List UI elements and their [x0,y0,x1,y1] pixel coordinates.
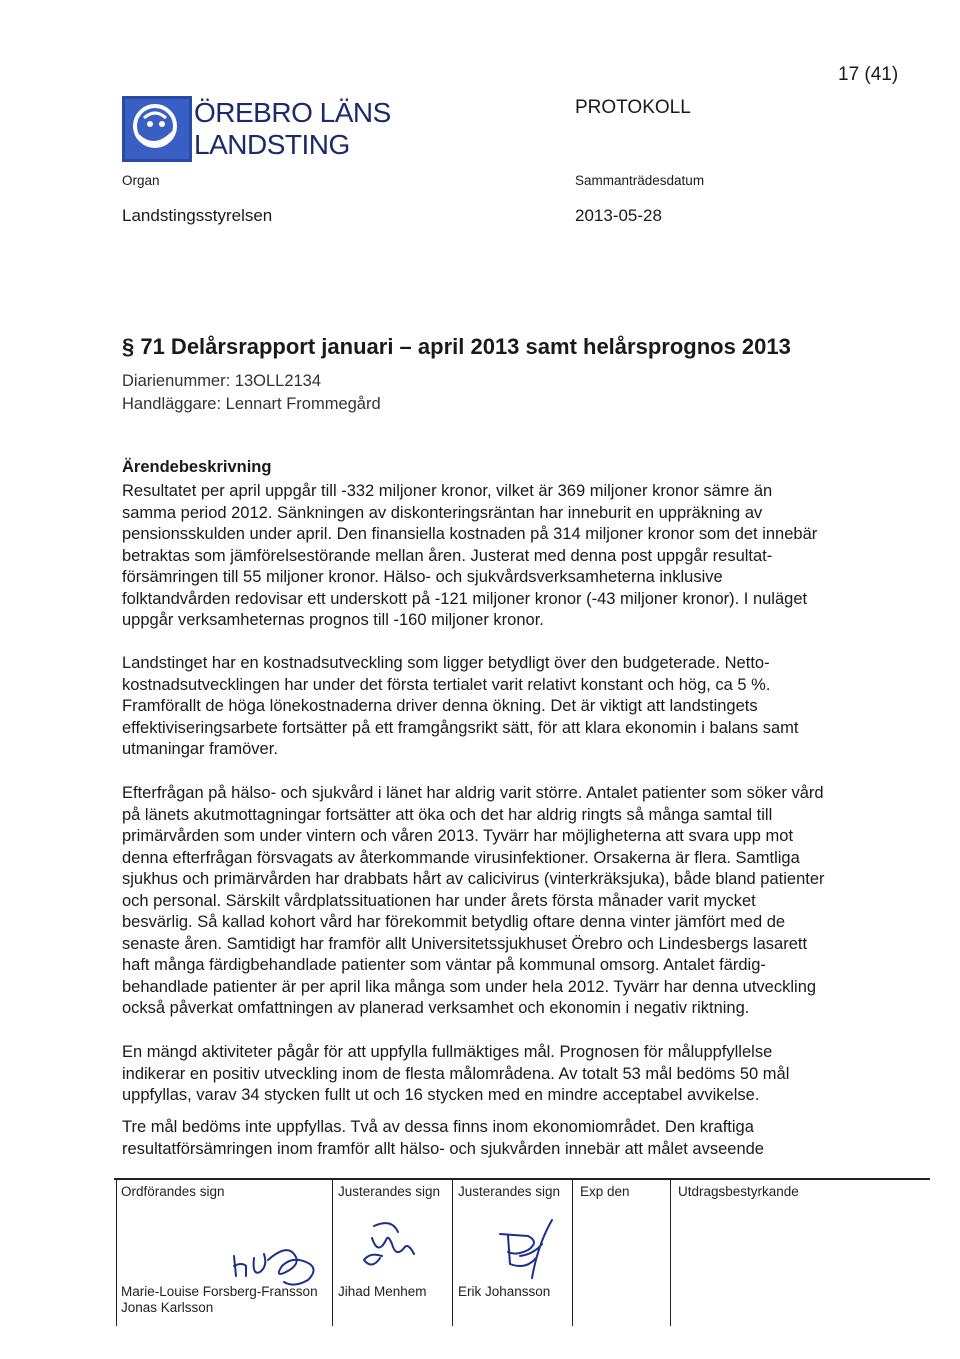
org-logo-line2: LANDSTING [194,129,350,160]
signature-column-divider [572,1178,573,1326]
signature-header-chair: Ordförandes sign [121,1184,225,1199]
page-number: 17 (41) [838,64,899,85]
p3-line: primärvården som under vintern och våren 2013. Tyvärr har möjligheterna att svara upp mot [122,827,794,845]
handlaggare: Handläggare: Lennart Frommegård [122,395,381,413]
diarienummer: Diarienummer: 13OLL2134 [122,372,322,390]
p4-line: En mängd aktiviteter pågår för att uppfylla fullmäktiges mål. Prognosen för måluppfyllelse [122,1043,773,1061]
p1-line: samma period 2012. Sänkningen av diskonteringsräntan har inneburit en uppräkning av [122,503,763,522]
p3-line: haft många färdigbehandlade patienter som väntar på kommunal omsorg. Antalet färdig- [122,956,766,974]
signature-header-utdrag: Utdragsbestyrkande [678,1184,799,1199]
p3-line: och personal. Särskilt vårdplatssituationen har under årets första månader varit mycket [122,891,756,910]
signature-column-divider [116,1178,117,1326]
signature-name-adjuster-1: Jihad Menhem [338,1284,427,1299]
p1-line: uppgår verksamheternas prognos till -160 miljoner kronor. [122,611,544,629]
p3-line: Efterfrågan på hälso- och sjukvård i länet har aldrig varit större. Antalet patienter som söker vård [122,784,824,802]
signature-table [114,1174,930,1326]
p3-line: senaste åren. Samtidigt har framför allt Universitetssjukhuset Örebro och Lindesbergs lasarett [122,934,808,953]
p3-line: besvärlig. Så kallad kohort vård har förekommit betydlig oftare denna vinter jämfört med de [122,913,786,931]
paragraph-2 [122,653,927,761]
p5-line: resultatförsämringen inom framför allt hälso- och sjukvården innebär att målet avseende [122,1139,764,1158]
org-logo-line1: ÖREBRO LÄNS [194,97,391,128]
p2-line: kostnadsutvecklingen har under det första tertialet varit relativt konstant och hög, ca 5 %. [122,675,771,694]
p1-line: betraktas som jämförelsestörande mellan åren. Justerat med denna post uppgår resultat- [122,546,773,565]
org-logo-text [194,97,391,161]
document-type: PROTOKOLL [575,97,691,118]
paragraph-5 [122,1117,927,1160]
handwritten-signature-3-icon [482,1214,562,1280]
signature-header-adjuster-1: Justerandes sign [338,1184,441,1199]
signature-table-top-rule [114,1178,930,1180]
p2-line: Framförallt de höga lönekostnaderna driver denna ökning. Det är viktigt att landstingets [122,697,758,715]
organ-label: Organ [122,173,160,188]
signature-header-exp-den: Exp den [580,1184,630,1199]
date-label: Sammanträdesdatum [575,173,705,188]
p3-line: behandlade patienter är per april lika många som under hela 2012. Tyvärr har denna utveckling [122,977,817,996]
p2-line: Landstinget har en kostnadsutveckling som ligger betydligt över den budgeterade. Netto- [122,654,770,672]
handwritten-signature-2-icon [352,1214,432,1276]
handwritten-signature-1-icon [224,1232,334,1288]
p3-line: denna efterfrågan försvagats av återkommande virusinfektioner. Orsakerna är flera. Samtliga [122,848,800,867]
p1-line: Resultatet per april uppgår till -332 miljoner kronor, vilket är 369 miljoner kronor sämre än [122,482,773,500]
p3-line: på länets akutmottagningar fortsätter att öka och det har aldrig ringts så många samtal till [122,805,773,824]
date-value: 2013-05-28 [575,206,662,225]
signature-name-chair: Marie-Louise Forsberg-Fransson [121,1284,318,1299]
signature-column-divider [670,1178,671,1326]
p1-line: folktandvården redovisar ett underskott på -121 miljoner kronor (-43 miljoner kronor). I nuläget [122,589,808,608]
p1-line: försämringen till 55 miljoner kronor. Hälso- och sjukvårdsverksamheterna inklusive [122,568,723,586]
p5-line: Tre mål bedöms inte uppfyllas. Två av dessa finns inom ekonomiområdet. Den kraftiga [122,1118,754,1136]
signature-column-divider [452,1178,453,1326]
p3-line: sjukhus och primärvården har drabbats hårt av calicivirus (vinterkräksjuka), både bland patienter [122,870,825,888]
paragraph-3 [122,783,927,1020]
p2-line: effektiviseringsarbete fortsätter på ett framgångsrikt sätt, för att klara ekonomin i balans samt [122,718,799,737]
p1-line: pensionsskulden under april. Den finansiella kostnaden på 314 miljoner kronor som det innebär [122,525,818,543]
signature-name-adjuster-2: Erik Johansson [458,1284,551,1299]
p2-line: utmaningar framöver. [122,740,278,758]
paragraph-1 [122,481,927,632]
section-heading: Ärendebeskrivning [122,458,272,476]
paragraph-4 [122,1042,927,1107]
p4-line: indikerar en positiv utveckling inom de flesta målområdena. Av totalt 53 mål bedöms 50 mål [122,1064,790,1083]
organ-value: Landstingsstyrelsen [122,206,273,225]
p3-line: också påverkat omfattningen av planerad verksamhet och ekonomin i negativ riktning. [122,999,750,1017]
signature-header-adjuster-2: Justerandes sign [458,1184,561,1199]
signature-name-chair-2: Jonas Karlsson [121,1300,214,1315]
landsting-logo-icon [122,96,192,162]
p4-line: uppfyllas, varav 34 stycken fullt ut och 16 stycken med en mindre acceptabel avvikelse. [122,1086,760,1104]
section-title: § 71 Delårsrapport januari – april 2013 samt helårsprognos 2013 [122,334,791,359]
